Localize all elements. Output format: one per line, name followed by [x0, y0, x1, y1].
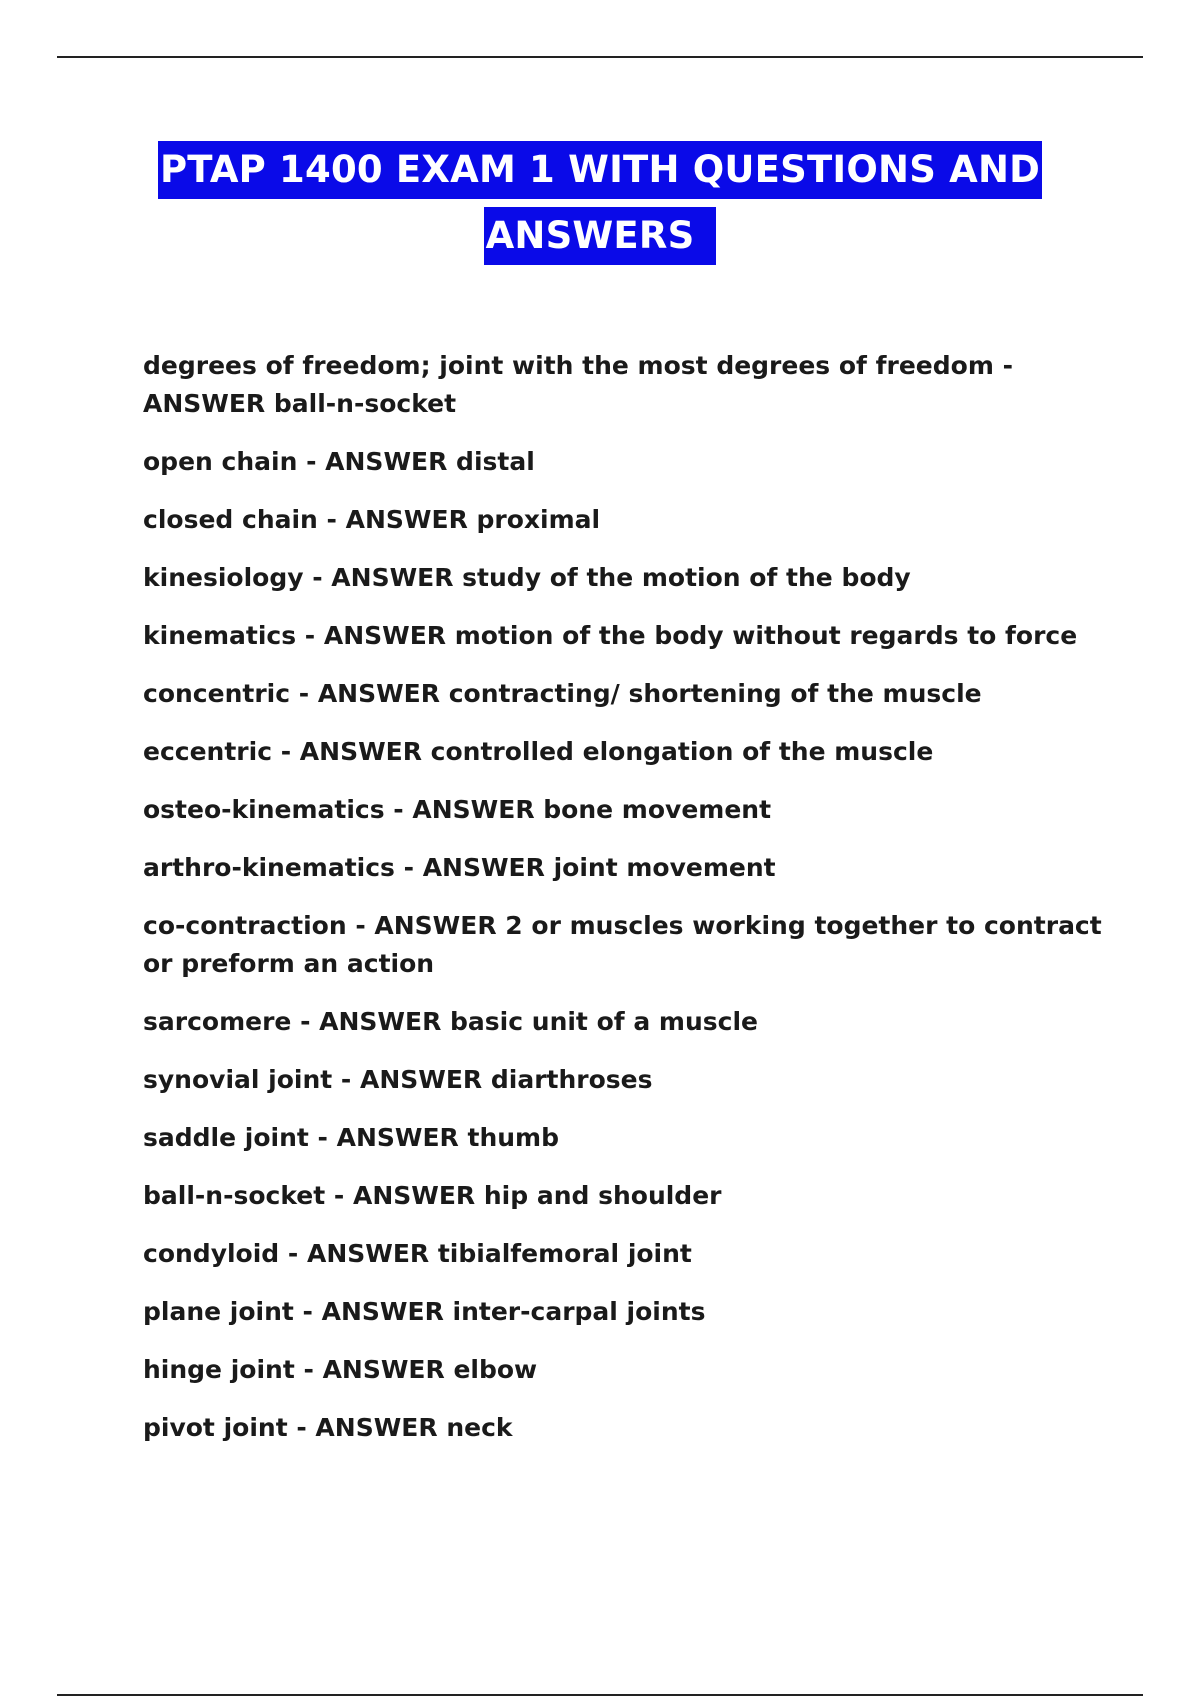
qa-item: degrees of freedom; joint with the most degrees of freedom - ANSWER ball-n-socket: [143, 351, 1013, 418]
qa-item: plane joint - ANSWER inter-carpal joints: [143, 1297, 706, 1326]
qa-item: closed chain - ANSWER proximal: [143, 505, 601, 534]
qa-item: kinesiology - ANSWER study of the motion of the body: [143, 563, 911, 592]
top-divider: [57, 56, 1143, 58]
qa-item: kinematics - ANSWER motion of the body without regards to force: [143, 621, 1078, 650]
qa-item: arthro-kinematics - ANSWER joint movement: [143, 853, 776, 882]
qa-item: open chain - ANSWER distal: [143, 447, 535, 476]
qa-item: ball-n-socket - ANSWER hip and shoulder: [143, 1181, 722, 1210]
qa-item: pivot joint - ANSWER neck: [143, 1413, 513, 1442]
title-line-1: PTAP 1400 EXAM 1 WITH QUESTIONS AND: [158, 141, 1042, 199]
bottom-divider: [57, 1694, 1143, 1696]
qa-list: [143, 347, 1103, 1467]
qa-item: eccentric - ANSWER controlled elongation of the muscle: [143, 737, 934, 766]
qa-item: hinge joint - ANSWER elbow: [143, 1355, 538, 1384]
qa-item: co-contraction - ANSWER 2 or muscles working together to contract or preform an action: [143, 911, 1102, 978]
qa-item: concentric - ANSWER contracting/ shortening of the muscle: [143, 679, 982, 708]
qa-item: synovial joint - ANSWER diarthroses: [143, 1065, 653, 1094]
qa-item: saddle joint - ANSWER thumb: [143, 1123, 559, 1152]
qa-item: sarcomere - ANSWER basic unit of a muscle: [143, 1007, 758, 1036]
document-title: [0, 141, 1200, 265]
title-line-2: ANSWERS: [484, 207, 717, 265]
qa-item: osteo-kinematics - ANSWER bone movement: [143, 795, 772, 824]
qa-item: condyloid - ANSWER tibialfemoral joint: [143, 1239, 692, 1268]
